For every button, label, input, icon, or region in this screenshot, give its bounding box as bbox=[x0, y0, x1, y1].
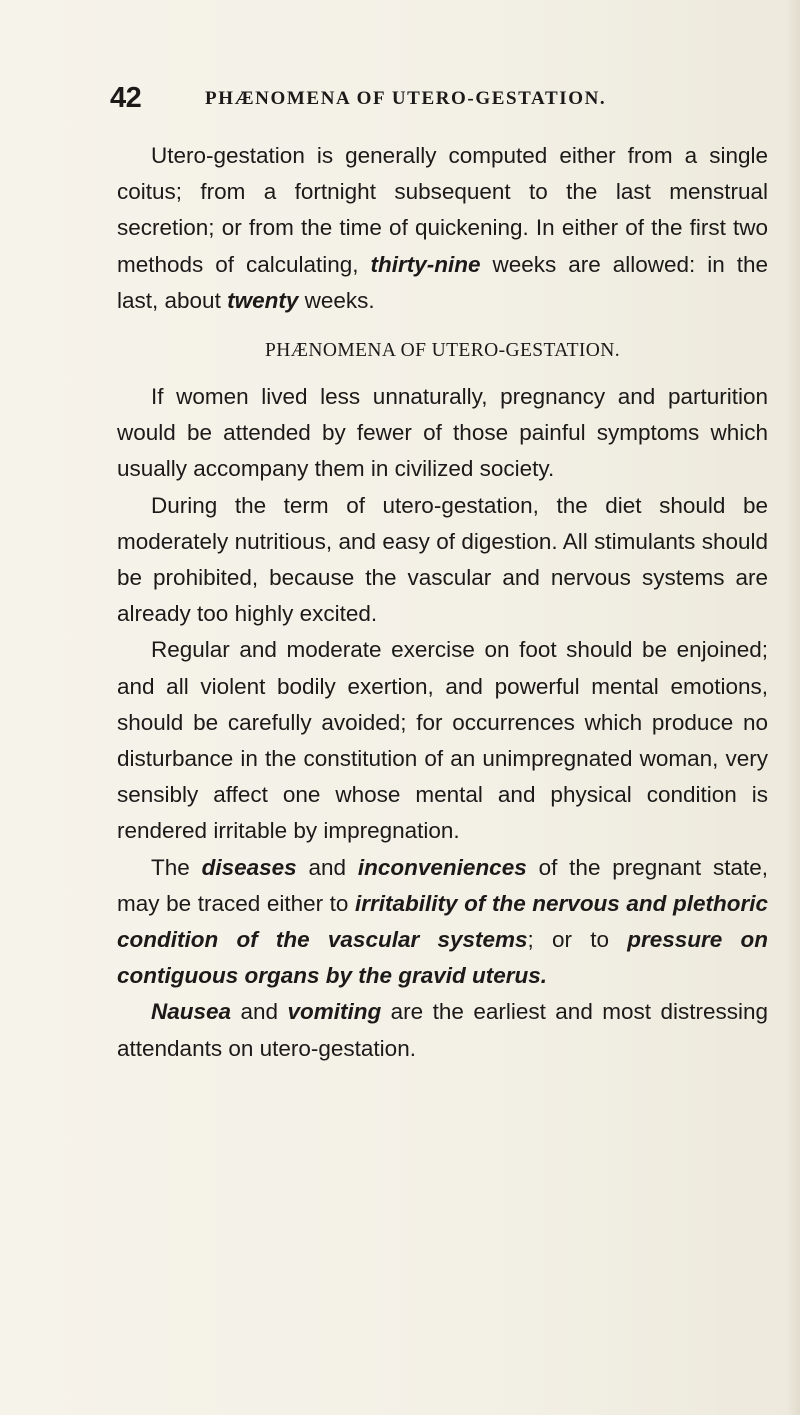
paragraph-introduction: If women lived less unnaturally, pregnancy and parturition would be attended by fewer of those painful symptoms which usually accompany them in civilized society. bbox=[117, 384, 768, 482]
text-run: and bbox=[231, 999, 288, 1025]
italic-run: diseases bbox=[201, 854, 297, 880]
italic-run: vomiting bbox=[287, 999, 382, 1025]
paragraph-diet: During the term of utero-gestation, the diet should be moderately nutritious, and easy of digestion. All stimulants should be prohibited, because the vascular and nervous systems are already too highly excited. bbox=[117, 492, 768, 627]
paragraph-exercise: Regular and moderate exercise on foot should be enjoined; and all violent bodily exertion, and powerful mental emotions, should be carefully avoided; for occurrences which produce no disturbance in the constitution of an unimpregnated woman, very sensibly affect one whose mental and physical condition is rendered irritable by impregnation. bbox=[117, 637, 768, 844]
paragraph-computation bbox=[117, 138, 768, 319]
italic-run: Nausea bbox=[151, 999, 232, 1025]
running-head-title: PHÆNOMENA OF UTERO-GESTATION. bbox=[205, 88, 607, 109]
italic-run: pressure on contiguous organs by the gravid uterus. bbox=[117, 927, 769, 989]
text-run: and bbox=[296, 854, 358, 880]
paragraph-diseases bbox=[117, 850, 768, 995]
paragraph-nausea bbox=[117, 994, 768, 1066]
italic-run: irritability of the nervous and plethoric condition of the vascular systems bbox=[117, 890, 768, 953]
italic-run: inconveniences bbox=[357, 854, 527, 880]
body-text bbox=[117, 138, 768, 1067]
text-run: ; or to bbox=[527, 927, 628, 953]
text-run: weeks are allowed: in the last, about bbox=[117, 251, 768, 313]
text-run: weeks. bbox=[298, 287, 375, 313]
text-run: are the earliest and most distressing attendants on utero-gestation. bbox=[117, 999, 768, 1061]
italic-run: twenty bbox=[227, 287, 299, 313]
page-number: 42 bbox=[110, 82, 142, 114]
text-run: The bbox=[151, 854, 202, 880]
page-edge-shadow bbox=[786, 0, 800, 1415]
running-head bbox=[110, 82, 750, 118]
text-run: of the pregnant state, may be traced either to bbox=[117, 854, 768, 916]
text-run: Utero-gestation is generally computed either from a single coitus; from a fortnight subsequent to the last menstrual secretion; or from the time of quickening. In either of the first two methods of calculating, bbox=[117, 143, 768, 277]
section-heading: PHÆNOMENA OF UTERO-GESTATION. bbox=[264, 340, 621, 362]
italic-run: thirty-nine bbox=[370, 251, 481, 277]
